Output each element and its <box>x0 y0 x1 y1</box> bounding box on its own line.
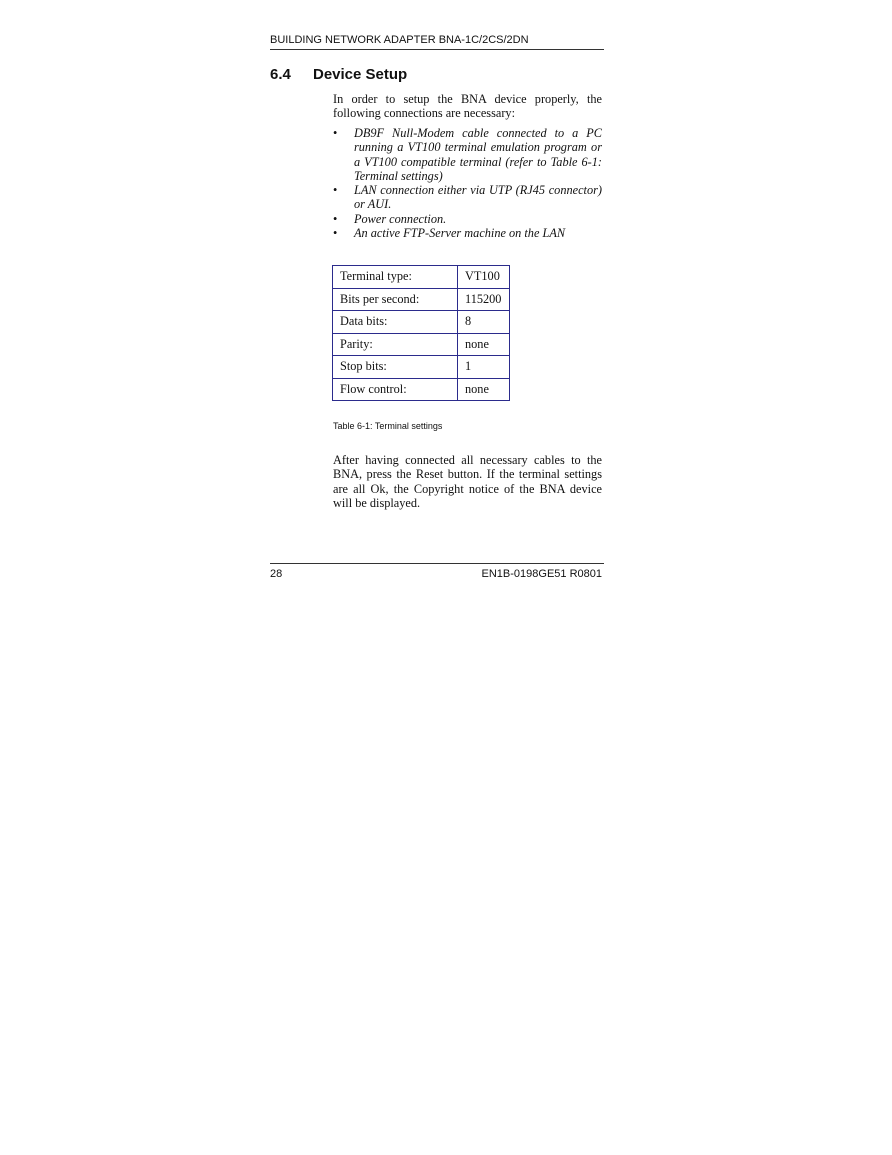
list-item <box>333 226 602 240</box>
setting-value: 1 <box>458 356 510 379</box>
table-caption: Table 6-1: Terminal settings <box>333 421 443 431</box>
setting-value: 115200 <box>458 288 510 311</box>
list-item-text: DB9F Null-Modem cable connected to a PC running a VT100 terminal emulation program or a VT100 compatible terminal (refer to Table 6-1: Terminal settings) <box>354 126 602 183</box>
page-footer <box>270 563 604 580</box>
setting-label: Terminal type: <box>333 266 458 289</box>
bullet-icon: • <box>333 226 338 241</box>
bullet-icon: • <box>333 183 338 198</box>
list-item-text: An active FTP-Server machine on the LAN <box>354 226 566 241</box>
setting-value: 8 <box>458 311 510 334</box>
section-heading <box>270 65 407 85</box>
setting-label: Stop bits: <box>333 356 458 379</box>
setting-label: Data bits: <box>333 311 458 334</box>
bullet-icon: • <box>333 211 338 226</box>
list-item-text: Power connection. <box>354 211 447 226</box>
setting-value: none <box>458 333 510 356</box>
reset-paragraph: After having connected all necessary cables to the BNA, press the Reset button. If the terminal settings are all Ok, the Copyright notice of the BNA device will be displayed. <box>333 453 602 511</box>
header-title: BUILDING NETWORK ADAPTER BNA-1C/2CS/2DN <box>270 34 529 46</box>
list-item-text: LAN connection either via UTP (RJ45 connector) or AUI. <box>354 183 602 212</box>
table-row <box>333 333 510 356</box>
page-header <box>270 33 604 50</box>
section-number: 6.4 <box>270 66 291 83</box>
intro-paragraph: In order to setup the BNA device properly, the following connections are necessary: <box>333 92 602 121</box>
connection-list <box>333 126 602 240</box>
setting-label: Parity: <box>333 333 458 356</box>
document-code: EN1B-0198GE51 R0801 <box>481 568 602 580</box>
setting-value: none <box>458 378 510 401</box>
page-number: 28 <box>270 568 283 580</box>
terminal-settings-table <box>332 265 510 401</box>
list-item <box>333 126 602 183</box>
section-title: Device Setup <box>313 66 408 83</box>
bullet-icon: • <box>333 126 338 140</box>
setting-value: VT100 <box>458 266 510 289</box>
setting-label: Bits per second: <box>333 288 458 311</box>
table-row <box>333 288 510 311</box>
table-row <box>333 311 510 334</box>
list-item <box>333 212 602 226</box>
setting-label: Flow control: <box>333 378 458 401</box>
table-row <box>333 266 510 289</box>
table-row <box>333 356 510 379</box>
table-row <box>333 378 510 401</box>
list-item <box>333 183 602 212</box>
